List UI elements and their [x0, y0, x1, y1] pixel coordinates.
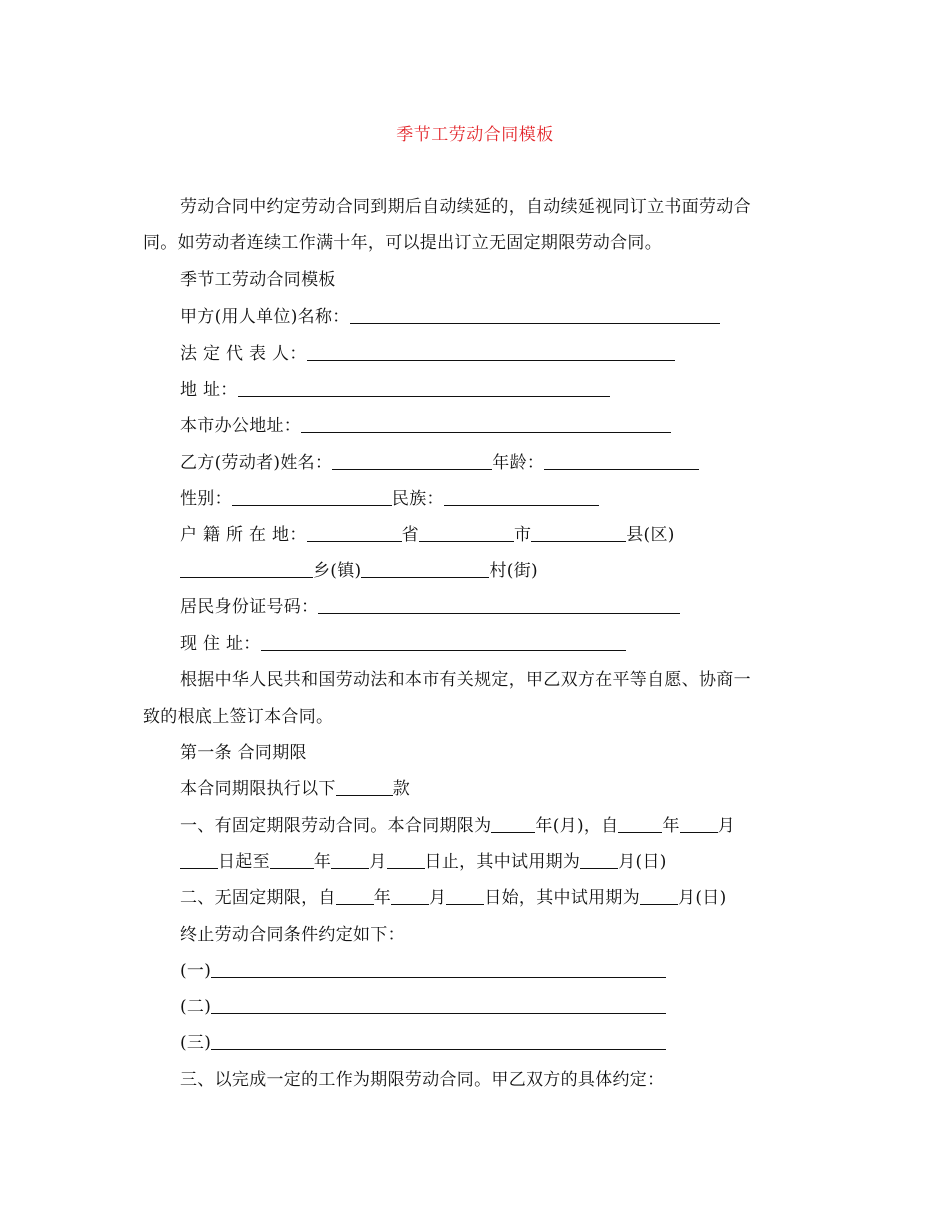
- term-exec-prefix: 本合同期限执行以下: [180, 779, 336, 799]
- office-address-label: 本市办公地址：: [180, 416, 302, 436]
- village-blank[interactable]: [361, 559, 489, 578]
- condition-1-label: (一): [180, 961, 212, 981]
- document-title: 季节工劳动合同模板: [396, 125, 554, 145]
- township-blank[interactable]: [180, 559, 313, 578]
- condition-2-label: (二): [180, 997, 212, 1017]
- party-a-name-row: [180, 305, 720, 329]
- id-blank[interactable]: [318, 595, 680, 614]
- condition-2-row: [180, 995, 666, 1019]
- open-trial-blank[interactable]: [640, 886, 678, 905]
- trial-blank[interactable]: [580, 850, 618, 869]
- basis-line-1: 根据中华人民共和国劳动法和本市有关规定，甲乙双方在平等自愿、协商一: [180, 670, 751, 690]
- start-month-blank[interactable]: [680, 814, 718, 833]
- term-exec-suffix: 款: [392, 779, 411, 799]
- current-address-blank[interactable]: [261, 632, 626, 651]
- id-row: [180, 595, 680, 619]
- end-month-blank[interactable]: [331, 850, 369, 869]
- township-row: [180, 559, 538, 583]
- article-1-heading: 第一条 合同期限: [180, 743, 307, 763]
- end-day-blank[interactable]: [387, 850, 425, 869]
- day-from-to-label: 日起至: [218, 852, 270, 872]
- province-label: 省: [401, 525, 419, 545]
- fixed-term-row-2: [180, 850, 667, 874]
- end-year-blank[interactable]: [270, 850, 314, 869]
- gender-label: 性别：: [180, 489, 232, 509]
- ethnicity-label: 民族：: [391, 489, 444, 509]
- day-end-trial-label: 日止，其中试用期为: [424, 852, 581, 872]
- party-b-row: [180, 451, 699, 475]
- task-term-row: 三、以完成一定的工作为期限劳动合同。甲乙双方的具体约定：: [180, 1070, 665, 1090]
- open-year-blank[interactable]: [336, 886, 374, 905]
- year-month-label: 年(月)，自: [535, 816, 619, 836]
- intro-paragraph: [143, 195, 803, 219]
- province-blank[interactable]: [307, 523, 402, 542]
- termination-heading: 终止劳动合同条件约定如下：: [180, 925, 405, 945]
- office-address-blank[interactable]: [301, 414, 671, 433]
- open-year-label: 年: [373, 888, 392, 908]
- county-label: 县(区): [626, 525, 675, 545]
- legal-rep-blank[interactable]: [307, 342, 675, 361]
- term-exec-blank[interactable]: [336, 777, 393, 796]
- township-label: 乡(镇): [313, 561, 362, 581]
- condition-1-row: [180, 959, 666, 983]
- address-blank[interactable]: [238, 378, 610, 397]
- condition-3-label: (三): [180, 1033, 212, 1053]
- open-month-blank[interactable]: [391, 886, 429, 905]
- party-a-name-blank[interactable]: [350, 305, 720, 324]
- month-day-label: 月(日): [618, 852, 667, 872]
- condition-3-blank[interactable]: [211, 1031, 666, 1050]
- ethnicity-blank[interactable]: [444, 487, 599, 506]
- address-row: [180, 378, 610, 402]
- gender-blank[interactable]: [232, 487, 392, 506]
- subtitle: 季节工劳动合同模板: [180, 270, 336, 290]
- open-month-label: 月: [429, 888, 447, 908]
- party-b-name-blank[interactable]: [332, 451, 492, 470]
- address-label: 地 址：: [180, 380, 238, 400]
- end-year-label: 年: [313, 852, 332, 872]
- id-label: 居民身份证号码：: [180, 597, 319, 617]
- term-length-blank[interactable]: [491, 814, 535, 833]
- city-blank[interactable]: [419, 523, 514, 542]
- condition-1-blank[interactable]: [211, 959, 666, 978]
- current-address-row: [180, 632, 626, 656]
- end-month-label: 月: [369, 852, 387, 872]
- intro-line-2: 同。如劳动者连续工作满十年，可以提出订立无固定期限劳动合同。: [143, 233, 662, 253]
- household-row: [180, 523, 675, 547]
- day-start-trial-label: 日始，其中试用期为: [484, 888, 641, 908]
- month-label: 月: [717, 816, 736, 836]
- age-label: 年龄：: [492, 453, 545, 473]
- open-term-row: [180, 886, 727, 910]
- party-b-name-label: 乙方(劳动者)姓名：: [180, 453, 333, 473]
- county-blank[interactable]: [531, 523, 626, 542]
- condition-3-row: [180, 1031, 666, 1055]
- intro-line-1: 劳动合同中约定劳动合同到期后自动续延的，自动续延视同订立书面劳动合: [180, 197, 751, 217]
- fixed-term-row-1: [180, 814, 735, 838]
- current-address-label: 现 住 址：: [180, 634, 261, 654]
- term-exec-row: [180, 777, 410, 801]
- condition-2-blank[interactable]: [211, 995, 666, 1014]
- start-year-blank[interactable]: [618, 814, 662, 833]
- legal-rep-label: 法 定 代 表 人：: [180, 344, 307, 364]
- gender-row: [180, 487, 599, 511]
- open-term-label: 二、无固定期限，自: [180, 888, 336, 908]
- fixed-term-label: 一、有固定期限劳动合同。本合同期限为: [180, 816, 492, 836]
- open-month-day-label: 月(日): [678, 888, 727, 908]
- open-day-blank[interactable]: [446, 886, 484, 905]
- city-label: 市: [513, 525, 532, 545]
- household-label: 户 籍 所 在 地：: [180, 525, 307, 545]
- party-a-name-label: 甲方(用人单位)名称：: [180, 307, 350, 327]
- year-label: 年: [662, 816, 680, 836]
- office-address-row: [180, 414, 671, 438]
- village-label: 村(街): [489, 561, 538, 581]
- legal-rep-row: [180, 342, 675, 366]
- age-blank[interactable]: [544, 451, 699, 470]
- basis-line-2: 致的根底上签订本合同。: [143, 707, 334, 727]
- start-day-blank[interactable]: [180, 850, 218, 869]
